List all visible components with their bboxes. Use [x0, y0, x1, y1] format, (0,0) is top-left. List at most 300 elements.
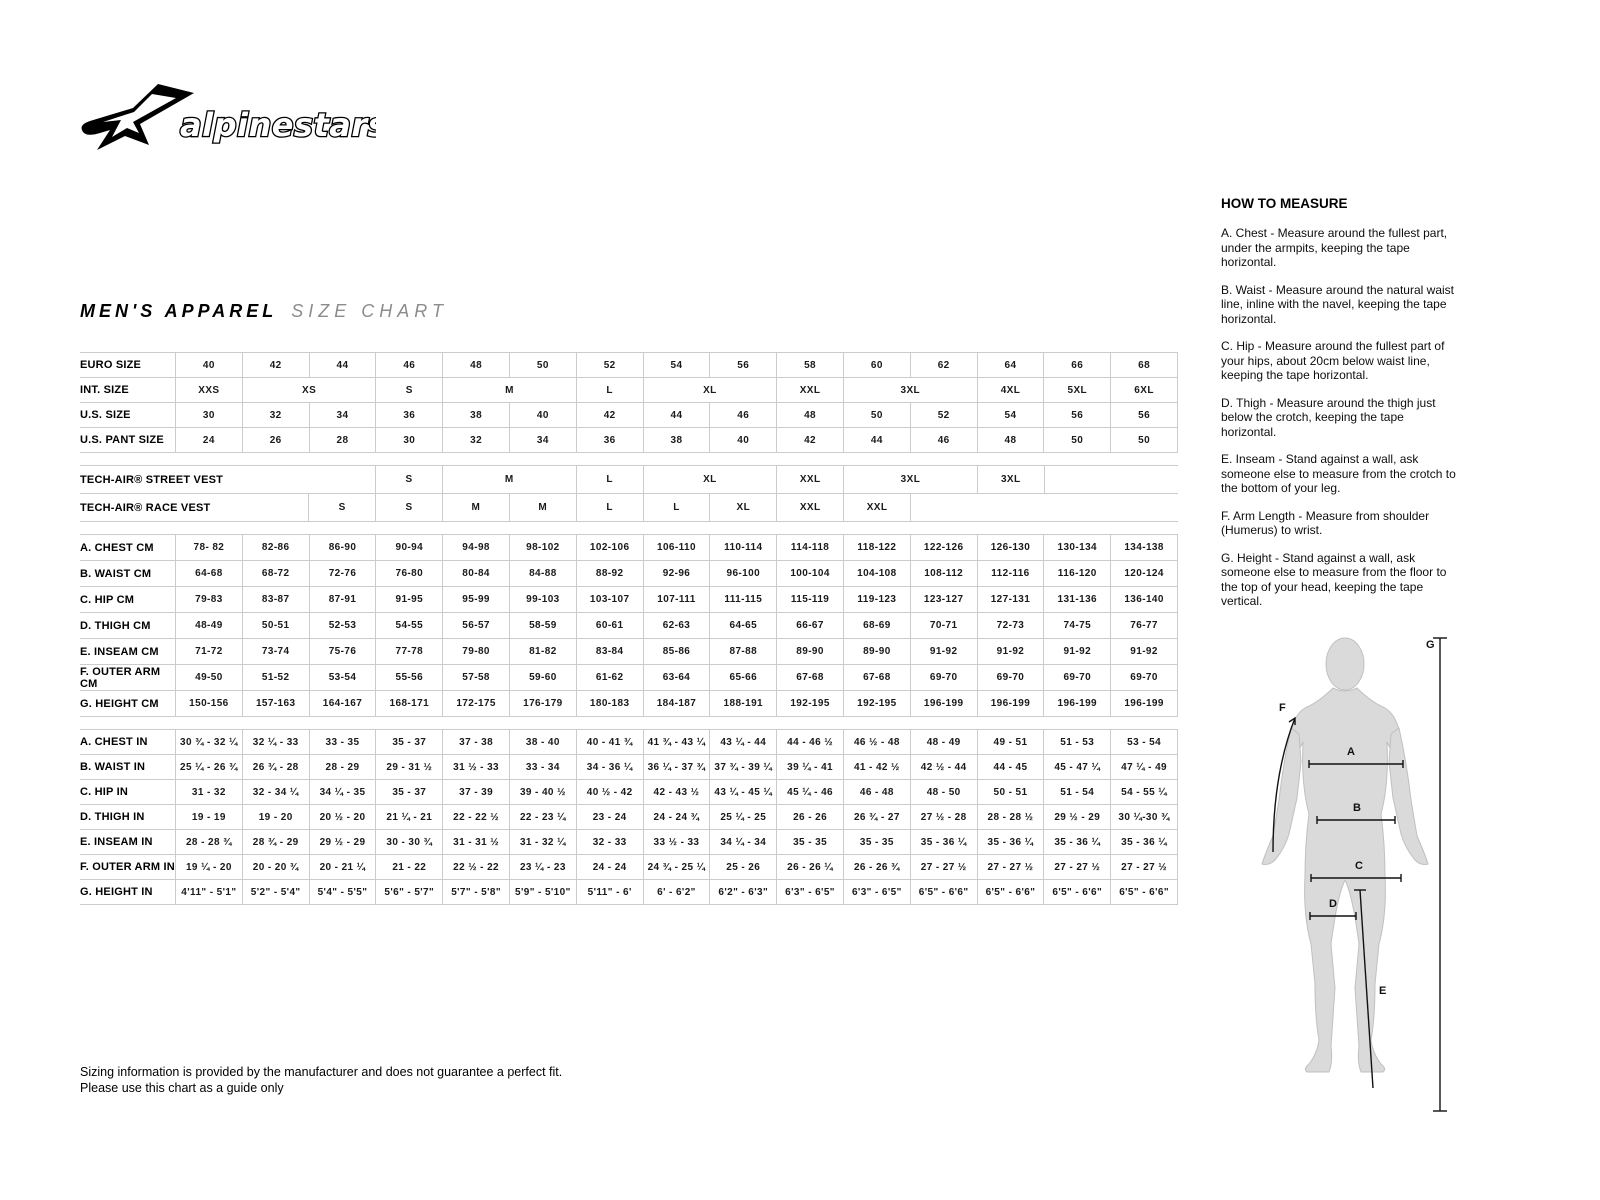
size-cell: 4'11" - 5'1"	[176, 880, 243, 905]
table-row	[80, 639, 1178, 665]
size-cell: 31 - 32 ¼	[509, 830, 576, 855]
size-cell: 56	[1044, 403, 1111, 428]
size-cell: 83-87	[242, 587, 309, 613]
size-cell	[242, 494, 309, 522]
size-cell: XXL	[777, 466, 844, 494]
thigh-label: D	[1329, 898, 1337, 910]
size-cell: 120-124	[1111, 561, 1178, 587]
size-cell: 5'9" - 5'10"	[509, 880, 576, 905]
table-row	[80, 755, 1178, 780]
size-cell: S	[376, 378, 443, 403]
size-cell: 50	[843, 403, 910, 428]
size-cell: 39 - 40 ½	[509, 780, 576, 805]
row-label: G. HEIGHT CM	[80, 691, 176, 717]
size-cell: 34	[309, 403, 376, 428]
size-cell: 47 ¼ - 49	[1111, 755, 1178, 780]
size-cell: 176-179	[509, 691, 576, 717]
size-cell: 192-195	[777, 691, 844, 717]
size-cell: 5'6" - 5'7"	[376, 880, 443, 905]
size-cell: 111-115	[710, 587, 777, 613]
size-cell: 168-171	[376, 691, 443, 717]
size-cell: 81-82	[509, 639, 576, 665]
measure-instruction-arm: F. Arm Length - Measure from shoulder (Humerus) to wrist.	[1221, 508, 1430, 537]
size-cell: 35 - 36 ¼	[910, 830, 977, 855]
size-cell: 87-91	[309, 587, 376, 613]
size-cell: 3XL	[843, 378, 977, 403]
size-cell: 56-57	[443, 613, 510, 639]
size-cell: S	[309, 494, 376, 522]
size-cell: 91-92	[977, 639, 1044, 665]
size-cell: 107-111	[643, 587, 710, 613]
size-cell: 22 ½ - 22	[443, 855, 510, 880]
size-cell: 22 - 22 ½	[443, 805, 510, 830]
size-cell: 58	[777, 353, 844, 378]
size-cell: 42	[777, 428, 844, 453]
size-cell: 31 - 31 ½	[443, 830, 510, 855]
row-label: E. INSEAM CM	[80, 639, 176, 665]
size-cell: 52-53	[309, 613, 376, 639]
size-cell: 157-163	[242, 691, 309, 717]
size-cell: 42	[242, 353, 309, 378]
size-cell: 44	[309, 353, 376, 378]
size-cell: 46	[710, 403, 777, 428]
size-cell: 108-112	[910, 561, 977, 587]
logo-wordmark: alpinestars	[180, 106, 376, 144]
size-cell: 123-127	[910, 587, 977, 613]
size-cell: 33 - 35	[309, 730, 376, 755]
chest-label: A	[1347, 746, 1355, 758]
size-cell: 164-167	[309, 691, 376, 717]
size-cell: 184-187	[643, 691, 710, 717]
table-row	[80, 665, 1178, 691]
row-label: TECH-AIR® RACE VEST	[80, 494, 175, 522]
size-cell: 91-92	[910, 639, 977, 665]
figure-right-arm	[1389, 728, 1428, 865]
size-cell: 118-122	[843, 535, 910, 561]
size-cell: 53-54	[309, 665, 376, 691]
size-cell: 48 - 50	[910, 780, 977, 805]
size-cell: 91-92	[1044, 639, 1111, 665]
row-label: EURO SIZE	[80, 353, 176, 378]
size-cell: 27 - 27 ½	[1111, 855, 1178, 880]
size-cell: 94-98	[443, 535, 510, 561]
size-cell: 72-76	[309, 561, 376, 587]
size-cell	[1044, 466, 1111, 494]
size-cell: 69-70	[1111, 665, 1178, 691]
size-cell	[1044, 494, 1111, 522]
size-cell: 27 - 27 ½	[977, 855, 1044, 880]
size-cell: 35 - 35	[777, 830, 844, 855]
size-cell: 35 - 37	[376, 780, 443, 805]
size-cell: 71-72	[176, 639, 243, 665]
size-cell: 41 - 42 ½	[843, 755, 910, 780]
size-cell: 91-92	[1111, 639, 1178, 665]
size-cell: 28	[309, 428, 376, 453]
size-cell: 150-156	[176, 691, 243, 717]
size-cell: 3XL	[977, 466, 1044, 494]
size-cell: 46 ½ - 48	[843, 730, 910, 755]
arm-label: F	[1279, 702, 1286, 714]
page-title-main: MEN'S APPAREL	[80, 301, 278, 321]
size-cell: 5XL	[1044, 378, 1111, 403]
size-cell: XXL	[777, 494, 844, 522]
size-cell: XXL	[844, 494, 911, 522]
size-cell: 42 ½ - 44	[910, 755, 977, 780]
table-row	[80, 691, 1178, 717]
size-cell: 32 ¼ - 33	[242, 730, 309, 755]
row-label: B. WAIST IN	[80, 755, 176, 780]
size-cell: M	[443, 378, 577, 403]
size-cell: 30 - 30 ¾	[376, 830, 443, 855]
size-cell: 26 ¾ - 28	[242, 755, 309, 780]
size-cell: 87-88	[710, 639, 777, 665]
size-cell	[1111, 466, 1178, 494]
size-cell: 96-100	[710, 561, 777, 587]
size-cell: L	[576, 494, 643, 522]
size-cell: 86-90	[309, 535, 376, 561]
size-cell: 40	[176, 353, 243, 378]
size-cell: 115-119	[777, 587, 844, 613]
size-cell: 25 - 26	[710, 855, 777, 880]
row-label: D. THIGH CM	[80, 613, 176, 639]
size-cell: 29 ½ - 29	[1044, 805, 1111, 830]
table-row	[80, 613, 1178, 639]
size-cell	[1111, 494, 1178, 522]
size-cell: 57-58	[443, 665, 510, 691]
size-cell: 49 - 51	[977, 730, 1044, 755]
size-cell: 74-75	[1044, 613, 1111, 639]
size-cell: 54	[643, 353, 710, 378]
size-cell: 30 ¾ - 32 ¼	[176, 730, 243, 755]
size-cell: 32	[242, 403, 309, 428]
how-to-measure-heading: HOW TO MEASURE	[1221, 196, 1348, 211]
size-cell: 90-94	[376, 535, 443, 561]
table-row	[80, 353, 1178, 378]
size-cell: 5'2" - 5'4"	[242, 880, 309, 905]
size-cell: 55-56	[376, 665, 443, 691]
size-cell: 60	[843, 353, 910, 378]
disclaimer-line-2: Please use this chart as a guide only	[80, 1081, 284, 1095]
how-to-measure-panel	[1221, 196, 1457, 622]
measure-instruction-thigh: D. Thigh - Measure around the thigh just below the crotch, keeping the tape horizontal.	[1221, 395, 1436, 439]
row-label: F. OUTER ARM IN	[80, 855, 176, 880]
size-cell: 27 - 27 ½	[910, 855, 977, 880]
size-cell: 98-102	[509, 535, 576, 561]
size-cell: 51-52	[242, 665, 309, 691]
size-cell: 196-199	[910, 691, 977, 717]
row-label: A. CHEST IN	[80, 730, 176, 755]
size-cell: 20 ½ - 20	[309, 805, 376, 830]
size-cell: 20 - 20 ¾	[242, 855, 309, 880]
figure-head	[1326, 638, 1364, 690]
size-cell: 36	[376, 403, 443, 428]
size-cell: 34 ¼ - 34	[710, 830, 777, 855]
table-row	[80, 378, 1178, 403]
size-cell: 34	[509, 428, 576, 453]
size-cell: 52	[910, 403, 977, 428]
size-cell: M	[509, 494, 576, 522]
size-cell: 50-51	[242, 613, 309, 639]
size-cell: 59-60	[509, 665, 576, 691]
row-label: C. HIP CM	[80, 587, 176, 613]
size-cell: 40 ½ - 42	[576, 780, 643, 805]
alpinestars-logo	[76, 80, 376, 163]
size-cell: 64-65	[710, 613, 777, 639]
size-cell: 21 ¼ - 21	[376, 805, 443, 830]
size-cell: 25 ¼ - 25	[710, 805, 777, 830]
body-figure	[1262, 638, 1428, 1072]
size-table-block-sizes	[80, 352, 1178, 453]
size-cell: 24 - 24 ¾	[643, 805, 710, 830]
size-cell: 68	[1111, 353, 1178, 378]
size-cell: 45 - 47 ¼	[1044, 755, 1111, 780]
size-cell: 60-61	[576, 613, 643, 639]
size-cell: 172-175	[443, 691, 510, 717]
size-table-block-cm	[80, 534, 1178, 717]
size-cell: 48	[977, 428, 1044, 453]
size-cell: 44	[843, 428, 910, 453]
size-cell: 21 - 22	[376, 855, 443, 880]
size-cell: 91-95	[376, 587, 443, 613]
size-cell: 76-77	[1111, 613, 1178, 639]
size-cell: 66	[1044, 353, 1111, 378]
measure-instruction-height: G. Height - Stand against a wall, ask someone else to measure from the floor to the top of your head, keeping the tape vertical.	[1221, 550, 1447, 608]
size-cell: 89-90	[777, 639, 844, 665]
size-cell: 136-140	[1111, 587, 1178, 613]
size-cell: 102-106	[576, 535, 643, 561]
size-cell: 104-108	[843, 561, 910, 587]
size-cell: 68-69	[843, 613, 910, 639]
body-diagram-icon	[1233, 614, 1455, 1126]
size-cell: L	[576, 378, 643, 403]
size-cell: 48-49	[176, 613, 243, 639]
table-row	[80, 535, 1178, 561]
table-row	[80, 587, 1178, 613]
size-cell: 70-71	[910, 613, 977, 639]
size-cell: 40	[509, 403, 576, 428]
size-cell: 32	[443, 428, 510, 453]
row-label: U.S. SIZE	[80, 403, 176, 428]
size-cell: 36	[576, 428, 643, 453]
size-cell: 46	[376, 353, 443, 378]
size-cell: 43 ¼ - 44	[710, 730, 777, 755]
size-cell: 54-55	[376, 613, 443, 639]
size-cell: 28 - 28 ½	[977, 805, 1044, 830]
size-cell: M	[442, 466, 576, 494]
size-cell: 25 ¼ - 26 ¾	[176, 755, 243, 780]
size-cell: 106-110	[643, 535, 710, 561]
table-row	[80, 730, 1178, 755]
size-cell: 24 - 24	[576, 855, 643, 880]
size-cell: 44 - 46 ½	[777, 730, 844, 755]
size-cell: 19 ¼ - 20	[176, 855, 243, 880]
size-cell: L	[643, 494, 710, 522]
waist-label: B	[1353, 802, 1361, 814]
size-cell: L	[576, 466, 643, 494]
size-cell: S	[376, 466, 443, 494]
size-cell: 95-99	[443, 587, 510, 613]
size-cell: 188-191	[710, 691, 777, 717]
size-cell: 64	[977, 353, 1044, 378]
size-cell: 6'5" - 6'6"	[1111, 880, 1178, 905]
size-cell: 6'5" - 6'6"	[1044, 880, 1111, 905]
size-cell: 103-107	[576, 587, 643, 613]
size-cell: 38	[443, 403, 510, 428]
size-cell: 192-195	[843, 691, 910, 717]
measure-instruction-chest: A. Chest - Measure around the fullest part, under the armpits, keeping the tape horizontal.	[1221, 226, 1448, 269]
page-title	[80, 301, 448, 322]
measure-instruction-waist: B. Waist - Measure around the natural waist line, inline with the navel, keeping the tape horizontal.	[1221, 282, 1454, 326]
size-cell: 196-199	[1111, 691, 1178, 717]
size-cell: 80-84	[443, 561, 510, 587]
size-cell: 77-78	[376, 639, 443, 665]
size-cell: 30	[376, 428, 443, 453]
size-cell: 67-68	[843, 665, 910, 691]
size-cell: 20 - 21 ¼	[309, 855, 376, 880]
size-cell: 35 - 36 ¼	[1044, 830, 1111, 855]
size-cell: 119-123	[843, 587, 910, 613]
size-cell: 83-84	[576, 639, 643, 665]
size-cell: 6'2" - 6'3"	[710, 880, 777, 905]
size-cell: 92-96	[643, 561, 710, 587]
size-cell: 54 - 55 ¼	[1111, 780, 1178, 805]
size-cell	[242, 466, 376, 494]
size-cell: 44 - 45	[977, 755, 1044, 780]
size-cell: 6'5" - 6'6"	[977, 880, 1044, 905]
size-cell: 69-70	[1044, 665, 1111, 691]
size-cell: 50	[1044, 428, 1111, 453]
size-cell: 35 - 35	[843, 830, 910, 855]
size-cell: 30 ¼-30 ¾	[1111, 805, 1178, 830]
size-cell: 48 - 49	[910, 730, 977, 755]
size-cell: 99-103	[509, 587, 576, 613]
size-cell: 28 - 28 ¾	[176, 830, 243, 855]
row-label: D. THIGH IN	[80, 805, 176, 830]
size-cell: 33 ½ - 33	[643, 830, 710, 855]
page-title-sub: SIZE CHART	[291, 301, 448, 321]
size-cell: 31 ½ - 33	[443, 755, 510, 780]
size-cell: 22 - 23 ¼	[509, 805, 576, 830]
size-cell	[910, 494, 977, 522]
row-label: G. HEIGHT IN	[80, 880, 176, 905]
size-cell: 53 - 54	[1111, 730, 1178, 755]
size-table-block-tech-air	[80, 465, 1178, 522]
size-cell: 40	[710, 428, 777, 453]
size-cell: 32 - 34 ¼	[242, 780, 309, 805]
size-cell: 116-120	[1044, 561, 1111, 587]
size-cell: XXL	[777, 378, 844, 403]
size-cell: 6'3" - 6'5"	[843, 880, 910, 905]
size-cell: 4XL	[977, 378, 1044, 403]
table-row	[80, 780, 1178, 805]
size-cell: 56	[1111, 403, 1178, 428]
row-label: E. INSEAM IN	[80, 830, 176, 855]
size-cell: 5'7" - 5'8"	[443, 880, 510, 905]
size-cell: 24 ¾ - 25 ¼	[643, 855, 710, 880]
size-cell: 131-136	[1044, 587, 1111, 613]
height-label: G	[1426, 639, 1435, 651]
size-cell: 26 - 26 ¾	[843, 855, 910, 880]
table-row	[80, 403, 1178, 428]
size-cell: 19 - 20	[242, 805, 309, 830]
inseam-label: E	[1379, 985, 1387, 997]
size-cell: XL	[643, 466, 777, 494]
size-cell: 73-74	[242, 639, 309, 665]
size-cell: 85-86	[643, 639, 710, 665]
size-cell: 26 - 26 ¼	[777, 855, 844, 880]
size-cell: 51 - 53	[1044, 730, 1111, 755]
size-cell: 35 - 36 ¼	[1111, 830, 1178, 855]
size-cell: 62	[910, 353, 977, 378]
size-cell: 58-59	[509, 613, 576, 639]
size-cell: 54	[977, 403, 1044, 428]
size-cell: 45 ¼ - 46	[777, 780, 844, 805]
size-cell: XS	[242, 378, 376, 403]
size-cell: 62-63	[643, 613, 710, 639]
row-label: F. OUTER ARM CM	[80, 665, 176, 691]
row-label: A. CHEST CM	[80, 535, 176, 561]
size-cell: 69-70	[977, 665, 1044, 691]
size-cell: 43 ¼ - 45 ¼	[710, 780, 777, 805]
size-cell: 6'3" - 6'5"	[777, 880, 844, 905]
size-cell: XL	[643, 378, 777, 403]
size-cell: 48	[777, 403, 844, 428]
size-cell: 26 ¾ - 27	[843, 805, 910, 830]
table-row	[80, 805, 1178, 830]
size-cell: 56	[710, 353, 777, 378]
size-cell: 48	[443, 353, 510, 378]
size-cell: 46	[910, 428, 977, 453]
size-cell: 6XL	[1111, 378, 1178, 403]
size-cell: 63-64	[643, 665, 710, 691]
size-cell: 61-62	[576, 665, 643, 691]
size-cell: 52	[576, 353, 643, 378]
size-cell: 40 - 41 ¾	[576, 730, 643, 755]
size-cell: 5'11" - 6'	[576, 880, 643, 905]
size-cell: 6' - 6'2"	[643, 880, 710, 905]
size-table	[80, 352, 1178, 917]
size-cell: 82-86	[242, 535, 309, 561]
size-cell: 19 - 19	[176, 805, 243, 830]
alpinestars-logo-icon	[76, 80, 376, 158]
size-cell: 72-73	[977, 613, 1044, 639]
size-cell: 26	[242, 428, 309, 453]
figure-torso-legs	[1291, 688, 1399, 1072]
size-cell: 110-114	[710, 535, 777, 561]
size-cell: 79-83	[176, 587, 243, 613]
size-cell: 32 - 33	[576, 830, 643, 855]
size-cell: 38 - 40	[509, 730, 576, 755]
size-cell: 3XL	[844, 466, 978, 494]
size-cell: 75-76	[309, 639, 376, 665]
size-cell: 64-68	[176, 561, 243, 587]
size-cell: 5'4" - 5'5"	[309, 880, 376, 905]
size-cell: 196-199	[977, 691, 1044, 717]
size-cell: 41 ¾ - 43 ¼	[643, 730, 710, 755]
size-cell: 28 - 29	[309, 755, 376, 780]
row-label: TECH-AIR® STREET VEST	[80, 466, 175, 494]
size-cell: 23 ¼ - 23	[509, 855, 576, 880]
row-label: U.S. PANT SIZE	[80, 428, 176, 453]
size-cell: 84-88	[509, 561, 576, 587]
size-cell: 34 - 36 ¼	[576, 755, 643, 780]
size-cell: 26 - 26	[777, 805, 844, 830]
size-cell: 35 - 36 ¼	[977, 830, 1044, 855]
size-cell: 24	[176, 428, 243, 453]
size-cell: 31 - 32	[176, 780, 243, 805]
table-row	[80, 855, 1178, 880]
size-cell: XXS	[176, 378, 243, 403]
